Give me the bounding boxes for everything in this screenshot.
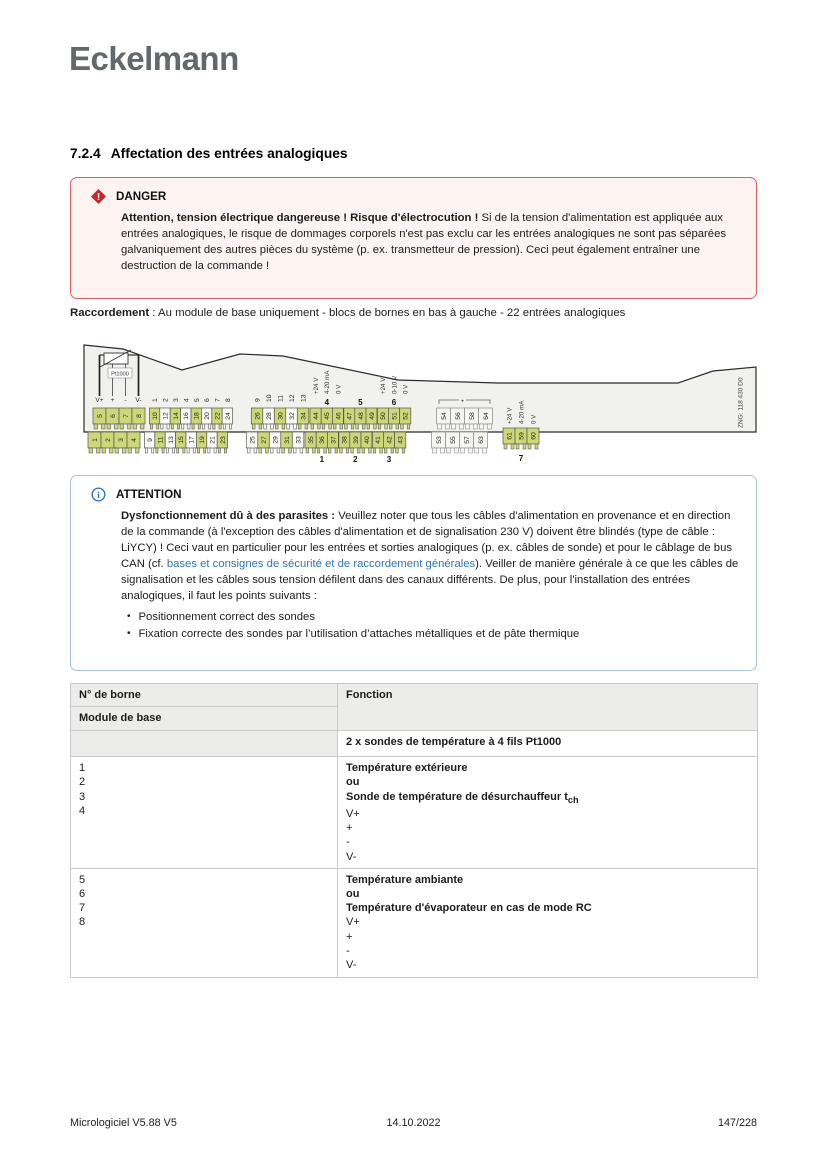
svg-text:11: 11	[157, 436, 165, 444]
svg-text:31: 31	[283, 436, 291, 444]
svg-text:2: 2	[162, 398, 170, 402]
terminal-assignment-table	[70, 683, 758, 978]
svg-text:55: 55	[449, 436, 457, 444]
subscript: ch	[567, 794, 579, 805]
svg-text:36: 36	[319, 436, 327, 444]
svg-text:30: 30	[277, 412, 285, 420]
svg-text:59: 59	[518, 432, 526, 440]
pin-label: -	[346, 944, 350, 957]
danger-text	[121, 211, 740, 275]
svg-text:45: 45	[324, 412, 332, 420]
eckelmann-logo: Eckelmann	[69, 40, 239, 77]
svg-text:53: 53	[435, 436, 443, 444]
attention-header	[91, 487, 740, 502]
svg-text:+24 V: +24 V	[380, 377, 388, 394]
svg-text:7: 7	[214, 398, 222, 402]
raccordement-text: : Au module de base uniquement - blocs de bornes en bas à gauche - 22 entrées analogiques	[149, 307, 626, 319]
svg-text:+: +	[460, 399, 465, 405]
svg-text:12: 12	[289, 394, 297, 402]
svg-text:4: 4	[324, 398, 330, 407]
svg-text:20: 20	[204, 412, 211, 420]
svg-text:11: 11	[277, 394, 285, 402]
section-title: Affectation des entrées analogiques	[110, 146, 348, 161]
svg-text:3: 3	[386, 455, 392, 464]
svg-text:50: 50	[380, 412, 388, 420]
svg-text:3: 3	[117, 438, 125, 442]
svg-text:61: 61	[506, 432, 514, 440]
table-header-row	[71, 684, 758, 707]
section-empty-cell	[71, 731, 338, 757]
danger-title: DANGER	[116, 190, 167, 203]
danger-body-text: Si de la tension d'alimentation est appliquée aux entrées analogiques, le risque de dommages corporels n'est pas exclu car les entrées analogiques ne sont pas séparées galvaniquement des autres pièces du système (p. ex. transmetteur de pression). Ceci peut également entraîner une destruction de la commande !	[121, 212, 727, 272]
function-line: ou	[346, 776, 360, 789]
svg-text:9: 9	[254, 398, 262, 402]
attention-link[interactable]: bases et consignes de sécurité et de raccordement générales	[166, 557, 476, 570]
svg-text:56: 56	[454, 412, 462, 420]
function-line: Sonde de température de désurchauffeur $t_{ch}$	[346, 790, 579, 805]
svg-text:28: 28	[265, 412, 273, 420]
svg-text:42: 42	[386, 436, 394, 444]
svg-text:3: 3	[172, 398, 180, 402]
svg-text:Pt1000: Pt1000	[111, 371, 129, 378]
svg-text:7: 7	[518, 454, 524, 463]
svg-text:35: 35	[308, 436, 315, 444]
svg-text:+24 V: +24 V	[312, 377, 320, 394]
svg-text:V+: V+	[95, 397, 104, 404]
svg-text:0-10 V: 0-10 V	[391, 375, 399, 394]
svg-text:47: 47	[346, 412, 354, 420]
svg-text:43: 43	[397, 436, 405, 444]
svg-text:44: 44	[313, 412, 320, 420]
svg-text:19: 19	[199, 436, 206, 444]
svg-text:49: 49	[369, 412, 376, 420]
svg-text:13: 13	[300, 394, 308, 402]
attention-bullets	[127, 609, 740, 641]
terminal-number: 6	[79, 888, 86, 901]
info-icon	[91, 487, 106, 502]
svg-text:63: 63	[477, 436, 485, 444]
svg-text:+24 V: +24 V	[506, 407, 514, 424]
svg-text:16: 16	[183, 412, 191, 420]
terminal-numbers-cell	[71, 757, 338, 869]
raccordement-paragraph	[70, 306, 757, 321]
svg-text:29: 29	[272, 436, 280, 444]
svg-text:8: 8	[224, 398, 232, 402]
svg-text:4: 4	[183, 398, 191, 402]
attention-box	[70, 475, 757, 671]
footer-page-number: 147/228	[717, 1117, 757, 1129]
svg-text:0 V: 0 V	[402, 384, 410, 394]
attention-title: ATTENTION	[116, 488, 182, 501]
svg-text:0 V: 0 V	[530, 414, 538, 424]
svg-text:57: 57	[463, 436, 471, 444]
svg-text:32: 32	[288, 412, 296, 420]
svg-text:5: 5	[193, 398, 201, 402]
terminal-block-diagram	[68, 340, 760, 473]
svg-text:6: 6	[204, 398, 212, 402]
svg-text:i: i	[97, 491, 100, 501]
svg-text:23: 23	[219, 436, 227, 444]
svg-text:26: 26	[254, 412, 262, 420]
footer-date: 14.10.2022	[386, 1117, 441, 1129]
table-section-row	[71, 731, 758, 757]
col-header-borne: N° de borne	[71, 684, 338, 707]
svg-text:37: 37	[330, 436, 338, 444]
svg-text:25: 25	[249, 436, 257, 444]
danger-bold-lead: Attention, tension électrique dangereuse ! Risque d'électrocution !	[121, 212, 479, 224]
terminal-number: 3	[79, 790, 86, 803]
terminal-numbers-cell	[71, 868, 338, 977]
svg-text:38: 38	[341, 436, 349, 444]
svg-text:24: 24	[224, 412, 232, 420]
svg-text:10: 10	[152, 412, 159, 420]
section-label: 2 x sondes de température à 4 fils Pt1000	[338, 731, 758, 757]
bullet-text: Fixation correcte des sondes par l’utilisation d’attaches métalliques et de pâte thermique	[138, 627, 580, 640]
svg-text:7: 7	[122, 414, 130, 418]
svg-text:21: 21	[209, 436, 217, 444]
svg-text:40: 40	[364, 436, 371, 444]
svg-text:39: 39	[352, 436, 360, 444]
svg-text:4-20 mA: 4-20 mA	[518, 400, 526, 424]
function-cell	[338, 868, 758, 977]
terminal-number: 1	[79, 762, 86, 775]
svg-text:15: 15	[178, 436, 186, 444]
table-row	[71, 868, 758, 977]
svg-text:+: +	[110, 397, 115, 404]
function-line: Température d'évaporateur en cas de mode RC	[346, 902, 592, 915]
svg-text:1: 1	[152, 398, 160, 402]
svg-text:4: 4	[130, 438, 138, 442]
svg-text:17: 17	[188, 436, 196, 444]
col-subheader-module: Module de base	[71, 707, 338, 731]
svg-text:8: 8	[135, 414, 143, 418]
function-cell	[338, 757, 758, 869]
svg-text:5: 5	[358, 398, 363, 407]
svg-text:46: 46	[335, 412, 343, 420]
svg-text:64: 64	[482, 412, 490, 420]
svg-text:5: 5	[96, 414, 104, 418]
terminal-number: 8	[79, 916, 86, 929]
bullet-icon: •	[127, 627, 131, 639]
svg-text:!: !	[96, 192, 101, 203]
function-line: Température extérieure	[346, 762, 468, 775]
svg-text:6: 6	[109, 414, 117, 418]
svg-text:18: 18	[193, 412, 201, 420]
terminal-number: 7	[79, 902, 86, 915]
svg-text:48: 48	[357, 412, 365, 420]
attention-body-text: Veuillez noter que tous les câbles d'alimentation en provenance et en direction de la commande (à l'exception des câbles d'alimentation et de signalisation 230 V) doivent être blindés (type de câble : LiYCY) ! Ceci vaut en particulier pour les entrées et sorties analogiques (p. ex. câbles de sonde) et pour le câblage de bus CAN (cf.	[121, 510, 733, 570]
svg-text:2: 2	[104, 438, 112, 442]
svg-text:22: 22	[214, 412, 222, 420]
svg-text:2: 2	[353, 455, 358, 464]
svg-text:13: 13	[167, 436, 175, 444]
svg-text:14: 14	[172, 412, 180, 420]
pin-label: -	[346, 836, 350, 849]
terminal-number: 5	[79, 873, 86, 886]
svg-text:54: 54	[440, 412, 448, 420]
footer-version: Micrologiciel V5.88 V5	[70, 1117, 177, 1129]
svg-text:6: 6	[391, 398, 397, 407]
svg-text:12: 12	[162, 412, 170, 420]
pin-label: +	[346, 930, 353, 943]
terminal-number: 4	[79, 804, 86, 817]
svg-text:41: 41	[375, 436, 383, 444]
bullet-item	[127, 626, 740, 642]
col-header-fonction: Fonction	[338, 684, 758, 731]
attention-text	[121, 509, 740, 604]
danger-header	[91, 189, 740, 204]
svg-text:1: 1	[319, 455, 325, 464]
pin-label: V+	[346, 916, 360, 929]
terminal-number: 2	[79, 776, 86, 789]
attention-body-text-2: ). Veiller de manière générale à ce que les câbles de signalisation et les câbles sous tension défilent dans des canaux différents. De plus, pour l'installation des entrées analogiques, il faut les points suivants :	[121, 557, 739, 602]
svg-text:10: 10	[266, 394, 274, 402]
terminal-block-diagram-svg	[68, 340, 760, 468]
bullet-icon: •	[127, 611, 131, 623]
svg-text:4-20 mA: 4-20 mA	[324, 370, 332, 394]
svg-text:27: 27	[260, 436, 268, 444]
table-row	[71, 757, 758, 869]
pin-label: V+	[346, 808, 360, 820]
pin-label: V-	[346, 959, 357, 972]
svg-text:52: 52	[402, 412, 410, 420]
raccordement-label: Raccordement	[70, 307, 150, 319]
svg-text:1: 1	[91, 438, 99, 442]
attention-bold-lead: Dysfonctionnement dû à des parasites :	[121, 510, 336, 522]
svg-text:33: 33	[295, 436, 303, 444]
pin-label: V-	[346, 850, 357, 863]
svg-text:0 V: 0 V	[335, 384, 343, 394]
svg-text:58: 58	[468, 412, 476, 420]
bullet-text: Positionnement correct des sondes	[138, 611, 315, 624]
svg-text:34: 34	[300, 412, 308, 420]
svg-text:51: 51	[391, 412, 399, 420]
bullet-item	[127, 609, 740, 625]
svg-text:-: -	[124, 397, 127, 404]
function-line: Température ambiante	[346, 873, 464, 886]
svg-text:9: 9	[147, 438, 154, 442]
function-line: ou	[346, 888, 360, 901]
danger-diamond-icon	[91, 189, 106, 204]
svg-text:ZNG: 118 430 D0: ZNG: 118 430 D0	[737, 377, 745, 428]
svg-text:60: 60	[530, 432, 538, 440]
section-heading	[70, 146, 348, 161]
danger-box	[70, 177, 757, 299]
section-number: 7.2.4	[70, 146, 101, 161]
svg-text:V-: V-	[135, 397, 142, 404]
pin-label: +	[346, 822, 353, 835]
